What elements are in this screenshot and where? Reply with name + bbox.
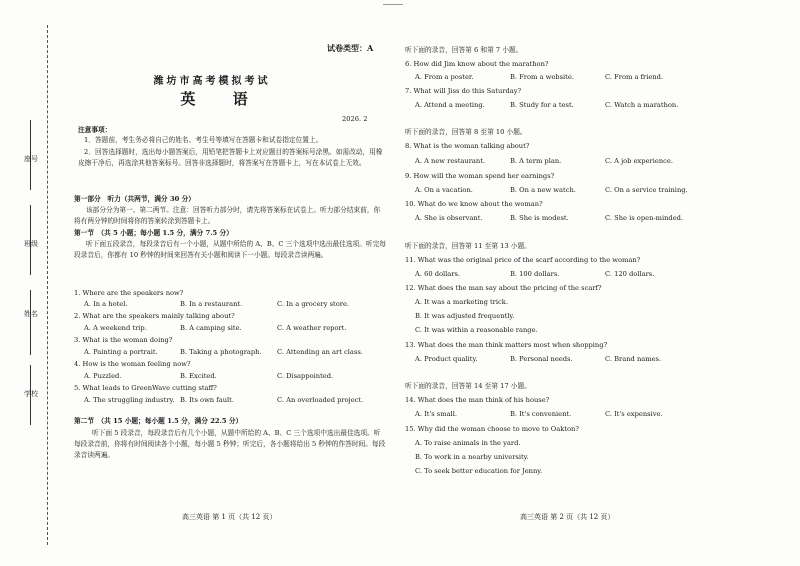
q1-stem: 1. Where are the speakers now? (74, 289, 184, 297)
q2-option-b[interactable]: B. A camping site. (180, 324, 242, 332)
section1-desc: 听下面五段录音，每段录音后有一个小题，从题中所给的 A、B、C 三个选项中选出最佳选项。听完每段录音后，你都有 10 秒钟的时间来回答有关小题和阅读下一小题。每段录音读两遍。 (74, 240, 386, 259)
cut-line (47, 25, 48, 545)
binding-margin (0, 0, 56, 566)
q15-option-c[interactable]: C. To seek better education for Jenny. (415, 467, 543, 475)
part1-title: 第一部分 听力（共两节，满分 30 分） (74, 195, 195, 203)
q5-option-c[interactable]: C. An overloaded project. (277, 396, 364, 404)
q11-option-b[interactable]: B. 100 dollars. (510, 270, 560, 278)
note-2: 2．回答选择题时，选出每小题答案后，用铅笔把答题卡上对应题目的答案标号涂黑。如需改动，用橡皮擦干净后，再选涂其他答案标号。回答非选择题时，将答案写在答题卡上，写在本试卷上无效。 (78, 148, 383, 167)
q9-option-b[interactable]: B. On a new watch. (510, 186, 576, 194)
q9-option-c[interactable]: C. On a service training. (605, 186, 688, 194)
exam-date: 2026. 2 (342, 115, 368, 123)
q4-option-b[interactable]: B. Excited. (180, 372, 217, 380)
q3-stem: 3. What is the woman doing? (74, 336, 173, 344)
fold-mark (383, 0, 403, 5)
q7-stem: 7. What will Jiss do this Saturday? (405, 87, 522, 95)
q8-option-a[interactable]: A. A new restaurant. (415, 157, 486, 165)
q8-option-b[interactable]: B. A term plan. (510, 157, 562, 165)
q11-option-a[interactable]: A. 60 dollars. (415, 270, 461, 278)
q14-option-a[interactable]: A. It's small. (415, 410, 457, 418)
name-line (30, 290, 31, 355)
q3-option-a[interactable]: A. Painting a portrait. (84, 348, 158, 356)
q15-stem: 15. Why did the woman choose to move to Oakton? (405, 425, 579, 433)
seat-label: 座号 (24, 155, 38, 163)
q10-option-b[interactable]: B. She is modest. (510, 214, 569, 222)
q11-option-c[interactable]: C. 120 dollars. (605, 270, 655, 278)
paper-type: 试卷类型：A (327, 43, 374, 53)
q8-stem: 8. What is the woman talking about? (405, 142, 530, 150)
q7-option-c[interactable]: C. Watch a marathon. (605, 101, 679, 109)
q15-option-b[interactable]: B. To work in a nearby university. (415, 453, 529, 461)
school-label: 学校 (24, 390, 38, 398)
dialog-intro: 听下面的录音，回答第 8 至第 10 小题。 (405, 128, 527, 136)
part1-desc: 该部分分为第一、第二两节。注意：回答听力部分时，请先将答案标在试卷上。听力部分结束前，你将有两分钟的时间将你的答案转涂到答题卡上。 (74, 206, 381, 225)
dialog-intro: 听下面的录音，回答第 14 至第 17 小题。 (405, 382, 531, 390)
q14-stem: 14. What does the man think of his house? (405, 396, 550, 404)
q3-option-c[interactable]: C. Attending an art class. (277, 348, 363, 356)
q6-option-a[interactable]: A. From a poster. (415, 73, 474, 81)
section2-desc: 听下面 5 段录音，每段录音后有几个小题，从题中所给的 A、B、C 三个选项中选出最佳选项。听每段录音前，你将有时间阅读各个小题，每小题 5 秒钟；听完后，各小题将给出 5 秒钟的作答时间。每段录音读两遍。 (74, 429, 386, 459)
class-label: 班级 (24, 240, 38, 248)
q1-option-b[interactable]: B. In a restaurant. (180, 300, 243, 308)
dialog-intro: 听下面的录音，回答第 11 至第 13 小题。 (405, 242, 531, 250)
q10-stem: 10. What do we know about the woman? (405, 200, 543, 208)
q4-option-a[interactable]: A. Puzzled. (84, 372, 122, 380)
q14-option-b[interactable]: B. It's convenient. (510, 410, 572, 418)
q4-stem: 4. How is the woman feeling now? (74, 360, 191, 368)
q4-option-c[interactable]: C. Disappointed. (277, 372, 334, 380)
q1-option-c[interactable]: C. In a grocery store. (277, 300, 350, 308)
page-footer-1: 高三英语 第 1 页（共 12 页） (182, 513, 277, 521)
q6-option-c[interactable]: C. From a friend. (605, 73, 664, 81)
page-footer-2: 高三英语 第 2 页（共 12 页） (520, 513, 615, 521)
q10-option-a[interactable]: A. She is observant. (415, 214, 483, 222)
exam-title: 潍坊市高考模拟考试 (153, 76, 271, 87)
q9-stem: 9. How will the woman spend her earnings? (405, 172, 555, 180)
q10-option-c[interactable]: C. She is open-minded. (605, 214, 684, 222)
dialog-intro: 听下面的录音，回答第 6 和第 7 小题。 (405, 46, 523, 54)
q7-option-b[interactable]: B. Study for a test. (510, 101, 574, 109)
q12-stem: 12. What does the man say about the pricing of the scarf? (405, 284, 602, 292)
section2-title: 第二节 （共 15 小题；每小题 1.5 分，满分 22.5 分） (74, 417, 243, 425)
q2-option-a[interactable]: A. A weekend trip. (84, 324, 147, 332)
q5-option-b[interactable]: B. Its own fault. (180, 396, 234, 404)
q6-stem: 6. How did Jim know about the marathon? (405, 60, 549, 68)
q15-option-a[interactable]: A. To raise animals in the yard. (415, 439, 521, 447)
q3-option-b[interactable]: B. Taking a photograph. (180, 348, 262, 356)
q9-option-a[interactable]: A. On a vacation. (415, 186, 473, 194)
q12-option-c[interactable]: C. It was within a reasonable range. (415, 326, 538, 334)
q12-option-b[interactable]: B. It was adjusted frequently. (415, 312, 515, 320)
note-1: 1．答题前，考生务必将自己的姓名、考生号等填写在答题卡和试卷指定位置上。 (84, 136, 323, 144)
q5-option-a[interactable]: A. The struggling industry. (84, 396, 175, 404)
section1-title: 第一节 （共 5 小题；每小题 1.5 分，满分 7.5 分） (74, 229, 233, 237)
q12-option-a[interactable]: A. It was a marketing trick. (415, 298, 508, 306)
q13-option-a[interactable]: A. Product quality. (415, 355, 478, 363)
notes-title: 注意事项： (78, 126, 112, 134)
q13-option-c[interactable]: C. Brand names. (605, 355, 662, 363)
q13-option-b[interactable]: B. Personal needs. (510, 355, 573, 363)
subject-title: 英 语 (180, 90, 264, 108)
q2-option-c[interactable]: C. A weather report. (277, 324, 347, 332)
q7-option-a[interactable]: A. Attend a meeting. (415, 101, 485, 109)
q6-option-b[interactable]: B. From a website. (510, 73, 574, 81)
q11-stem: 11. What was the original price of the scarf according to the woman? (405, 256, 641, 264)
q14-option-c[interactable]: C. It's expensive. (605, 410, 663, 418)
q5-stem: 5. What leads to GreenWave cutting staff? (74, 384, 217, 392)
q13-stem: 13. What does the man think matters most when shopping? (405, 341, 608, 349)
q2-stem: 2. What are the speakers mainly talking about? (74, 312, 235, 320)
name-label: 姓名 (24, 310, 38, 318)
q1-option-a[interactable]: A. In a hotel. (84, 300, 128, 308)
q8-option-c[interactable]: C. A job experience. (605, 157, 673, 165)
